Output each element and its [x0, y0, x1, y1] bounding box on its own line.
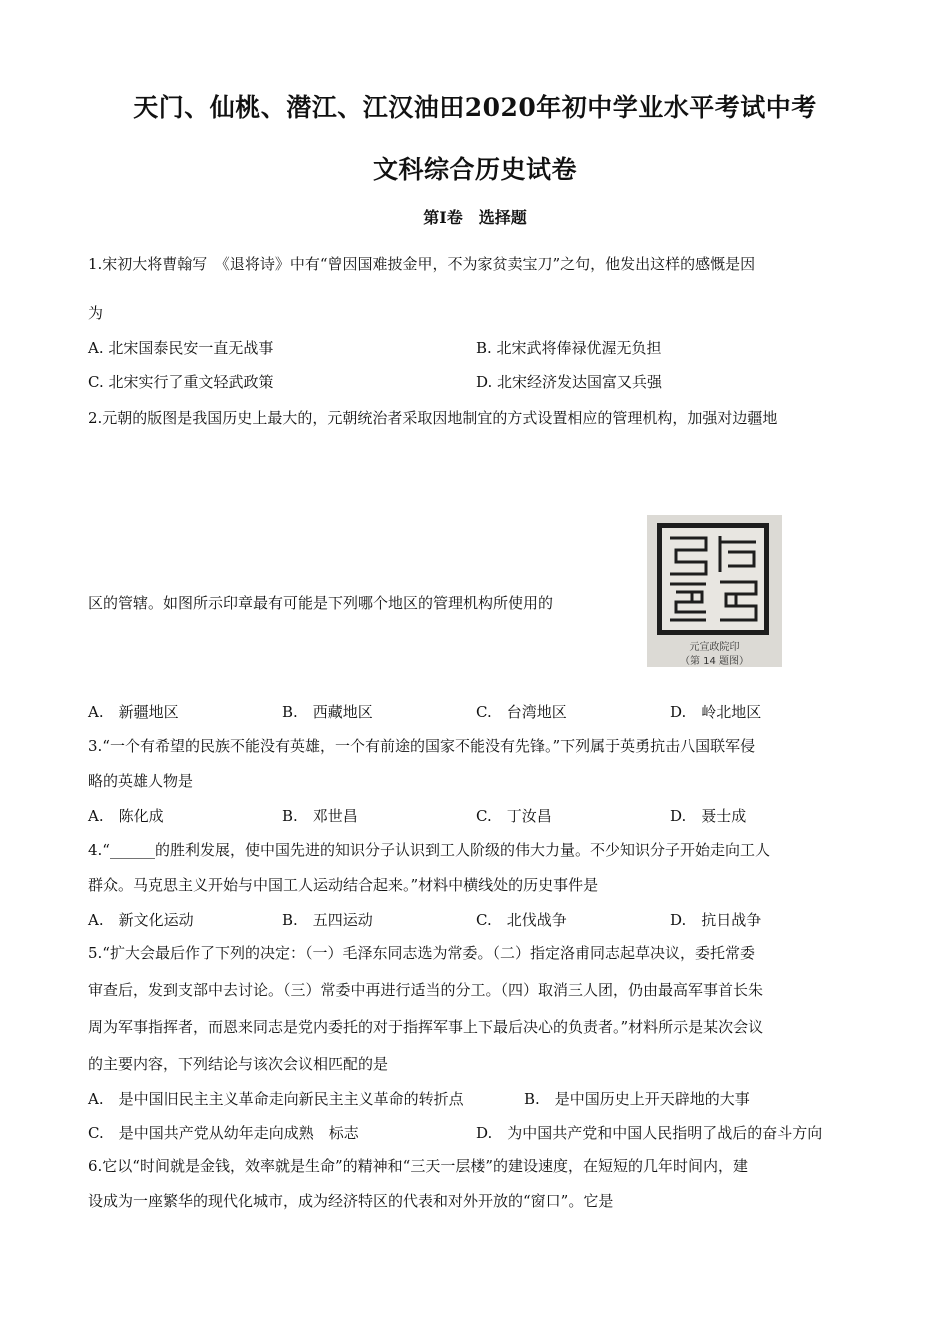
- question-4-option-a: A. 新文化运动: [88, 911, 194, 929]
- question-5-option-a: A. 是中国旧民主主义革命走向新民主主义革命的转折点: [88, 1090, 464, 1108]
- question-1-option-b: B. 北宋武将俸禄优渥无负担: [476, 339, 662, 357]
- seal-stamp-image: [657, 523, 769, 635]
- exam-title-line2: 文科综合历史试卷: [372, 155, 577, 184]
- question-3-option-a: A. 陈化成: [88, 807, 164, 825]
- question-4-stem-line1: 4.“______的胜利发展，使中国先进的知识分子认识到工人阶级的伟大力量。不少知识分子开始走向工人: [88, 841, 770, 859]
- question-2-option-b: B. 西藏地区: [282, 703, 373, 721]
- section-heading: 第Ⅰ卷 选择题: [423, 208, 527, 227]
- question-1-option-d: D. 北宋经济发达国富又兵强: [476, 373, 663, 391]
- question-5-stem-line3: 周为军事指挥者，而恩来同志是党内委托的对于指挥军事上下最后决心的负责者。”材料所示是某次会议: [88, 1018, 764, 1036]
- question-1-option-c: C. 北宋实行了重文轻武政策: [88, 373, 274, 391]
- question-4-option-d: D. 抗日战争: [670, 911, 762, 929]
- seal-figure: [647, 515, 782, 667]
- question-5-stem-line4: 的主要内容，下列结论与该次会议相匹配的是: [88, 1055, 389, 1073]
- question-2-stem-line1: 2.元朝的版图是我国历史上最大的，元朝统治者采取因地制宜的方式设置相应的管理机构，加强对边疆地: [88, 409, 778, 427]
- exam-title-line1: 天门、仙桃、潜江、江汉油田2020年初中学业水平考试中考: [133, 93, 817, 122]
- question-2-option-d: D. 岭北地区: [670, 703, 762, 721]
- question-4-option-b: B. 五四运动: [282, 911, 373, 929]
- question-3-option-b: B. 邓世昌: [282, 807, 358, 825]
- question-2-option-c: C. 台湾地区: [476, 703, 567, 721]
- question-3-stem-line2: 略的英雄人物是: [88, 772, 194, 790]
- question-6-stem-line2: 设成为一座繁华的现代化城市，成为经济特区的代表和对外开放的“窗口”。它是: [88, 1192, 614, 1210]
- question-3-option-c: C. 丁汝昌: [476, 807, 552, 825]
- question-5-stem-line2: 审查后，发到支部中去讨论。（三）常委中再进行适当的分工。（四）取消三人团，仍由最高军事首长朱: [88, 981, 764, 999]
- seal-figure-number: （第 14 题图）: [679, 656, 750, 667]
- seal-caption: 元宣政院印: [689, 642, 740, 653]
- question-2-stem-line2: 区的管辖。如图所示印章最有可能是下列哪个地区的管理机构所使用的: [88, 594, 554, 612]
- question-5-stem-line1: 5.“扩大会最后作了下列的决定：（一）毛泽东同志选为常委。（二）指定洛甫同志起草决议，委托常委: [88, 944, 755, 962]
- seal-pattern-icon: [662, 528, 764, 630]
- question-4-option-c: C. 北伐战争: [476, 911, 567, 929]
- question-1-stem-line1: 1.宋初大将曹翰写 《退将诗》中有“曾因国难披金甲，不为家贫卖宝刀”之句，他发出这样的感慨是因: [88, 255, 756, 273]
- question-1-option-a: A. 北宋国泰民安一直无战事: [88, 339, 274, 357]
- question-5-option-d: D. 为中国共产党和中国人民指明了战后的奋斗方向: [476, 1124, 823, 1142]
- question-5-option-b: B. 是中国历史上开天辟地的大事: [524, 1090, 750, 1108]
- question-4-stem-line2: 群众。马克思主义开始与中国工人运动结合起来。”材料中横线处的历史事件是: [88, 876, 599, 894]
- question-3-option-d: D. 聂士成: [670, 807, 747, 825]
- question-1-stem-line2: 为: [88, 304, 104, 322]
- question-5-option-c: C. 是中国共产党从幼年走向成熟 标志: [88, 1124, 359, 1142]
- question-3-stem-line1: 3.“一个有希望的民族不能没有英雄，一个有前途的国家不能没有先锋。”下列属于英勇抗击八国联军侵: [88, 737, 756, 755]
- question-2-option-a: A. 新疆地区: [88, 703, 179, 721]
- question-6-stem-line1: 6.它以“时间就是金钱，效率就是生命”的精神和“三天一层楼”的建设速度，在短短的几年时间内，建: [88, 1157, 748, 1175]
